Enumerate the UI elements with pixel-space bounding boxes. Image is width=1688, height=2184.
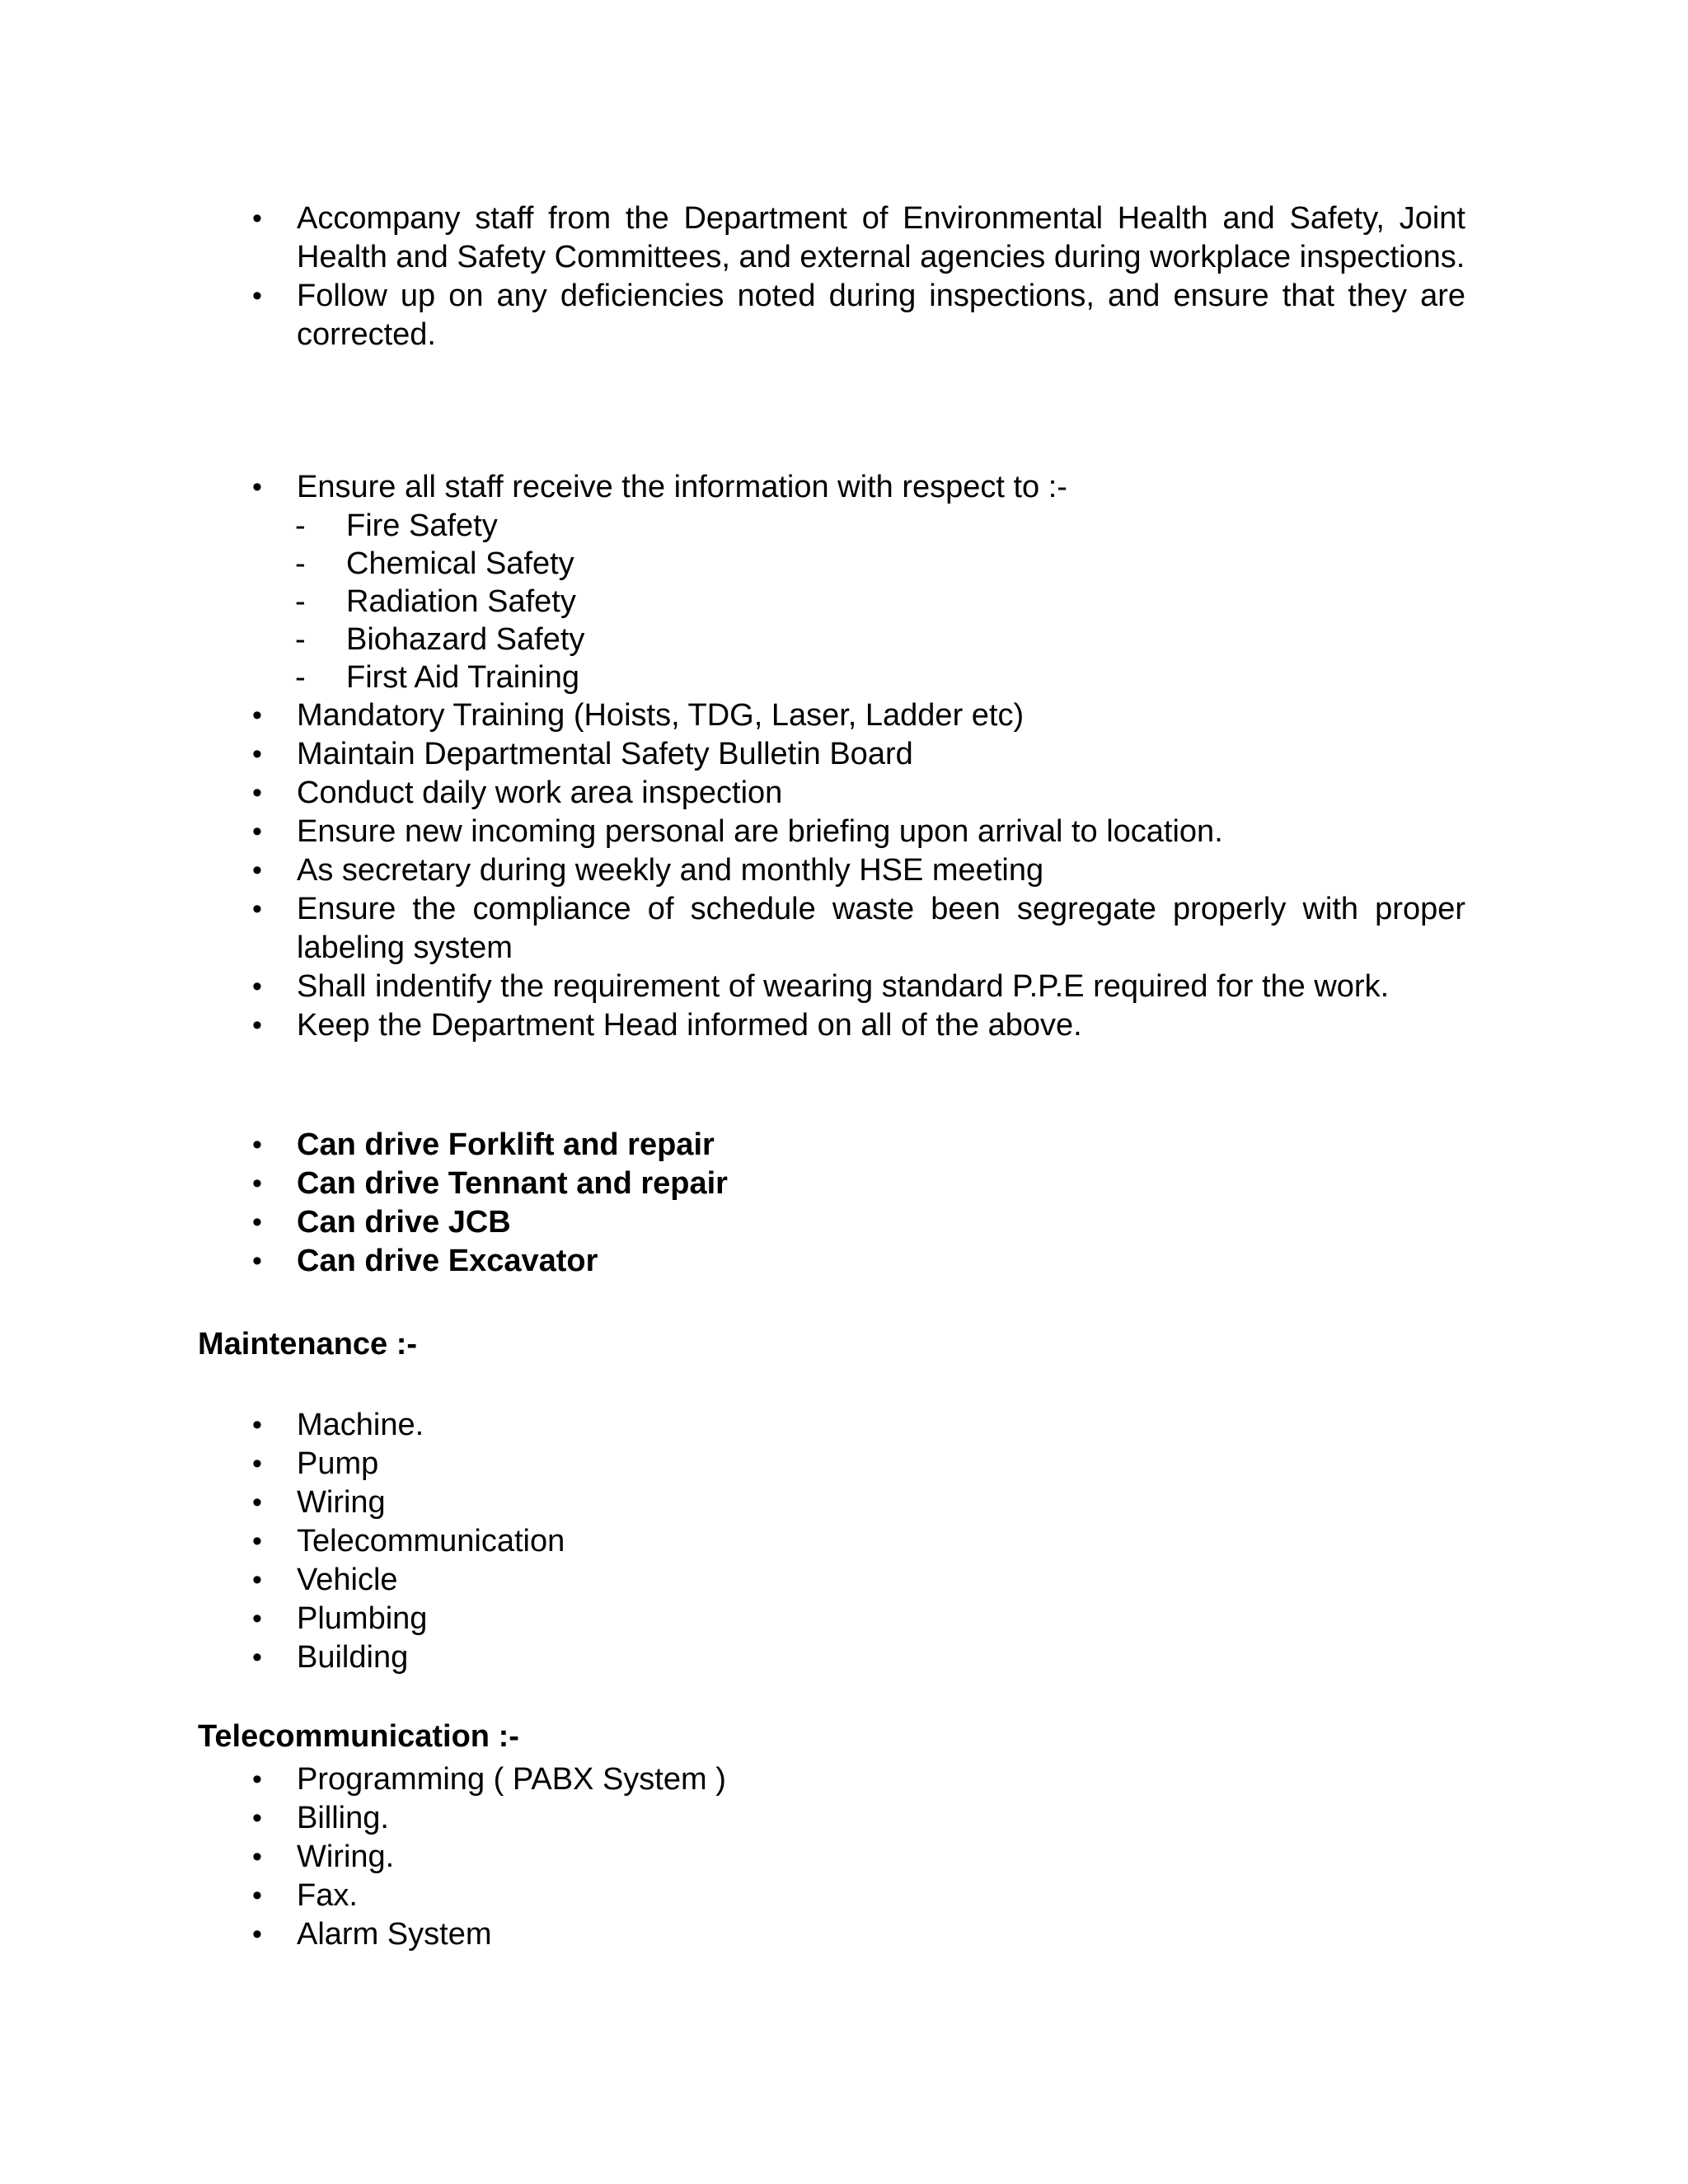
bullet-icon: • xyxy=(252,1526,262,1557)
bullet-icon: • xyxy=(252,471,262,503)
list-item-text: Can drive Excavator xyxy=(297,1244,598,1278)
sub-list-item xyxy=(0,658,1688,696)
list-item-text: Ensure the compliance of schedule waste been segregate properly with proper labeling system xyxy=(297,892,1465,965)
telecommunication-list xyxy=(0,1760,1688,1954)
bullet-icon: • xyxy=(252,1642,262,1673)
list-item-text: Wiring xyxy=(297,1485,386,1520)
sub-list-item xyxy=(0,621,1688,658)
sub-list-item-text: Fire Safety xyxy=(346,509,498,543)
list-item xyxy=(0,890,1688,968)
sub-list-item-text: Biohazard Safety xyxy=(346,622,585,657)
list-item xyxy=(0,735,1688,774)
bullet-icon: • xyxy=(252,1207,262,1238)
list-item-text: Machine. xyxy=(297,1408,424,1442)
telecommunication-heading: Telecommunication :- xyxy=(198,1719,519,1754)
list-item-text: Ensure all staff receive the information with respect to :- xyxy=(297,470,1067,504)
list-item xyxy=(0,1242,1688,1281)
sub-list-item xyxy=(0,545,1688,583)
sub-list-item-text: First Aid Training xyxy=(346,660,579,695)
dash-marker: - xyxy=(295,509,306,543)
list-item xyxy=(0,1600,1688,1638)
sub-list-item xyxy=(0,583,1688,621)
bullet-icon: • xyxy=(252,280,262,312)
list-item xyxy=(0,1006,1688,1045)
bullet-icon: • xyxy=(252,855,262,886)
list-item-text: Can drive JCB xyxy=(297,1205,511,1240)
bullet-icon: • xyxy=(252,1245,262,1277)
list-item xyxy=(0,968,1688,1006)
bullet-icon: • xyxy=(252,777,262,808)
list-item-text: Follow up on any deficiencies noted during inspections, and ensure that they are corrected. xyxy=(297,279,1465,352)
dash-marker: - xyxy=(295,584,306,619)
sub-list-item xyxy=(0,507,1688,545)
list-item xyxy=(0,774,1688,813)
bullet-icon: • xyxy=(252,1564,262,1596)
bullet-icon: • xyxy=(252,700,262,731)
list-item-text: Conduct daily work area inspection xyxy=(297,776,783,810)
list-item-text: Maintain Departmental Safety Bulletin Board xyxy=(297,737,913,771)
list-item-text: Vehicle xyxy=(297,1563,398,1597)
list-item xyxy=(0,1838,1688,1877)
list-item xyxy=(0,1522,1688,1561)
list-item-text: Wiring. xyxy=(297,1840,395,1874)
list-item-text: Plumbing xyxy=(297,1601,428,1636)
list-item-text: Telecommunication xyxy=(297,1524,565,1558)
list-item xyxy=(0,1877,1688,1915)
bullet-icon: • xyxy=(252,1841,262,1872)
bullet-icon: • xyxy=(252,1802,262,1834)
bullet-icon: • xyxy=(252,203,262,234)
list-item-text: Mandatory Training (Hoists, TDG, Laser, Ladder etc) xyxy=(297,698,1025,733)
list-item xyxy=(0,1638,1688,1677)
bullet-icon: • xyxy=(252,816,262,847)
bullet-icon: • xyxy=(252,1603,262,1634)
maintenance-list xyxy=(0,1406,1688,1677)
sub-list-item-text: Radiation Safety xyxy=(346,584,576,619)
list-item-text: Ensure new incoming personal are briefing upon arrival to location. xyxy=(297,814,1223,849)
bullet-icon: • xyxy=(252,1010,262,1041)
bullet-icon: • xyxy=(252,1764,262,1795)
bullet-icon: • xyxy=(252,1487,262,1518)
bullet-icon: • xyxy=(252,971,262,1002)
list-item-text: Billing. xyxy=(297,1801,389,1835)
list-item xyxy=(0,696,1688,735)
list-item xyxy=(0,851,1688,890)
list-item xyxy=(0,1165,1688,1203)
list-item xyxy=(0,1799,1688,1838)
list-item xyxy=(0,813,1688,851)
dash-marker: - xyxy=(295,546,306,581)
bullet-icon: • xyxy=(252,1919,262,1950)
bullet-icon: • xyxy=(252,1129,262,1160)
list-item-text: Accompany staff from the Department of Environmental Health and Safety, Joint Health and Safety Committees, and external agencies during workplace inspections. xyxy=(297,201,1465,274)
dash-marker: - xyxy=(295,622,306,657)
list-item-text: Fax. xyxy=(297,1878,358,1913)
bullet-icon: • xyxy=(252,1880,262,1911)
list-item-text: Can drive Tennant and repair xyxy=(297,1166,728,1201)
safety-duties-list xyxy=(0,468,1688,1045)
bullet-icon: • xyxy=(252,893,262,925)
list-item-text: Pump xyxy=(297,1446,379,1481)
list-item-text: Programming ( PABX System ) xyxy=(297,1762,726,1797)
list-item xyxy=(0,1203,1688,1242)
list-item xyxy=(0,1445,1688,1483)
list-item xyxy=(0,277,1688,354)
list-item-text: Can drive Forklift and repair xyxy=(297,1127,715,1162)
list-item xyxy=(0,1561,1688,1600)
list-item xyxy=(0,1406,1688,1445)
maintenance-heading: Maintenance :- xyxy=(198,1327,418,1361)
list-item-text: Shall indentify the requirement of wearing standard P.P.E required for the work. xyxy=(297,969,1390,1004)
bullet-icon: • xyxy=(252,738,262,770)
list-item xyxy=(0,1483,1688,1522)
list-item-text: Keep the Department Head informed on all of the above. xyxy=(297,1008,1082,1043)
sub-list-item-text: Chemical Safety xyxy=(346,546,574,581)
list-item xyxy=(0,1760,1688,1799)
bullet-icon: • xyxy=(252,1168,262,1199)
skills-list xyxy=(0,1126,1688,1281)
list-item xyxy=(0,1126,1688,1165)
list-item-text: As secretary during weekly and monthly HSE meeting xyxy=(297,853,1044,888)
list-item-text: Building xyxy=(297,1640,409,1675)
dash-marker: - xyxy=(295,660,306,695)
list-item xyxy=(0,1915,1688,1954)
list-item xyxy=(0,468,1688,507)
inspection-list xyxy=(0,199,1688,354)
bullet-icon: • xyxy=(252,1448,262,1479)
list-item-text: Alarm System xyxy=(297,1917,492,1952)
bullet-icon: • xyxy=(252,1409,262,1441)
list-item xyxy=(0,199,1688,277)
